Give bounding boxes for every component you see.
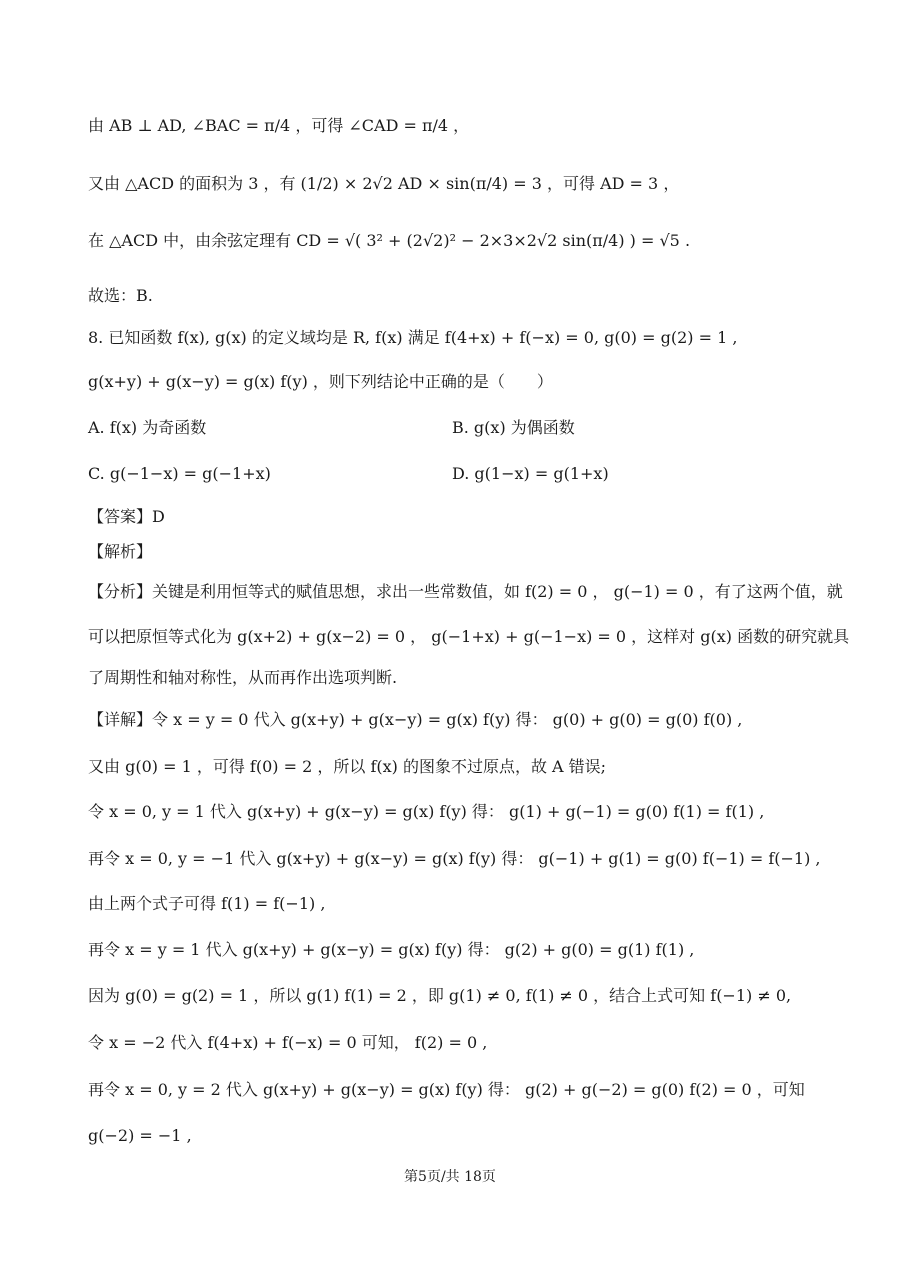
option-c: C. g(−1−x) = g(−1+x) [88,464,271,483]
xiangjie-line-8: 令 x = −2 代入 f(4+x) + f(−x) = 0 可知， f(2) = 0 , [88,1033,488,1052]
solution-7-line-1: 由 AB ⊥ AD, ∠BAC = π/4 ，可得 ∠CAD = π/4 ， [88,116,470,135]
solution-7-conclusion: 故选：B. [88,286,153,305]
question-8-stem-line-1: 8. 已知函数 f(x), g(x) 的定义域均是 R, f(x) 满足 f(4+x) + f(−x) = 0, g(0) = g(2) = 1 , [88,328,738,347]
page-footer: 第5页/共 18页 [404,1169,496,1185]
xiangjie-line-1: 【详解】令 x = y = 0 代入 g(x+y) + g(x−y) = g(x) f(y) 得： g(0) + g(0) = g(0) f(0) , [88,710,743,729]
xiangjie-line-4: 再令 x = 0, y = −1 代入 g(x+y) + g(x−y) = g(x) f(y) 得： g(−1) + g(1) = g(0) f(−1) = f(−1) , [88,849,821,868]
fenxi-line-2: 可以把原恒等式化为 g(x+2) + g(x−2) = 0 ， g(−1+x) + g(−1−x) = 0 ，这样对 g(x) 函数的研究就具 [88,627,850,646]
option-d: D. g(1−x) = g(1+x) [452,464,609,483]
solution-7-line-3: 在 △ACD 中，由余弦定理有 CD = √( 3² + (2√2)² − 2×3×2√2 sin(π/4) ) = √5 . [88,231,691,250]
xiangjie-line-6: 再令 x = y = 1 代入 g(x+y) + g(x−y) = g(x) f(y) 得： g(2) + g(0) = g(1) f(1) , [88,940,695,959]
analysis-label: 【解析】 [88,542,153,561]
fenxi-line-1: 【分析】关键是利用恒等式的赋值思想，求出一些常数值，如 f(2) = 0 ， g(−1) = 0 ，有了这两个值，就 [88,582,843,601]
option-a: A. f(x) 为奇函数 [88,418,207,437]
xiangjie-line-10: g(−2) = −1 , [88,1126,192,1145]
xiangjie-line-3: 令 x = 0, y = 1 代入 g(x+y) + g(x−y) = g(x) f(y) 得： g(1) + g(−1) = g(0) f(1) = f(1) , [88,802,765,821]
xiangjie-line-7: 因为 g(0) = g(2) = 1 ，所以 g(1) f(1) = 2 ，即 g(1) ≠ 0, f(1) ≠ 0 ，结合上式可知 f(−1) ≠ 0, [88,986,792,1005]
solution-7-line-2: 又由 △ACD 的面积为 3 ，有 (1/2) × 2√2 AD × sin(π/4) = 3 ，可得 AD = 3 ， [88,174,680,193]
answer-label: 【答案】D [88,507,165,526]
xiangjie-line-5: 由上两个式子可得 f(1) = f(−1) , [88,894,326,913]
fenxi-line-3: 了周期性和轴对称性，从而再作出选项判断. [88,668,398,687]
xiangjie-line-2: 又由 g(0) = 1 ，可得 f(0) = 2 ，所以 f(x) 的图象不过原点，故 A 错误; [88,757,607,776]
question-8-stem-line-2: g(x+y) + g(x−y) = g(x) f(y) ，则下列结论中正确的是（ ） [88,372,553,391]
option-b: B. g(x) 为偶函数 [452,418,575,437]
xiangjie-line-9: 再令 x = 0, y = 2 代入 g(x+y) + g(x−y) = g(x) f(y) 得： g(2) + g(−2) = g(0) f(2) = 0 ，可知 [88,1080,805,1099]
